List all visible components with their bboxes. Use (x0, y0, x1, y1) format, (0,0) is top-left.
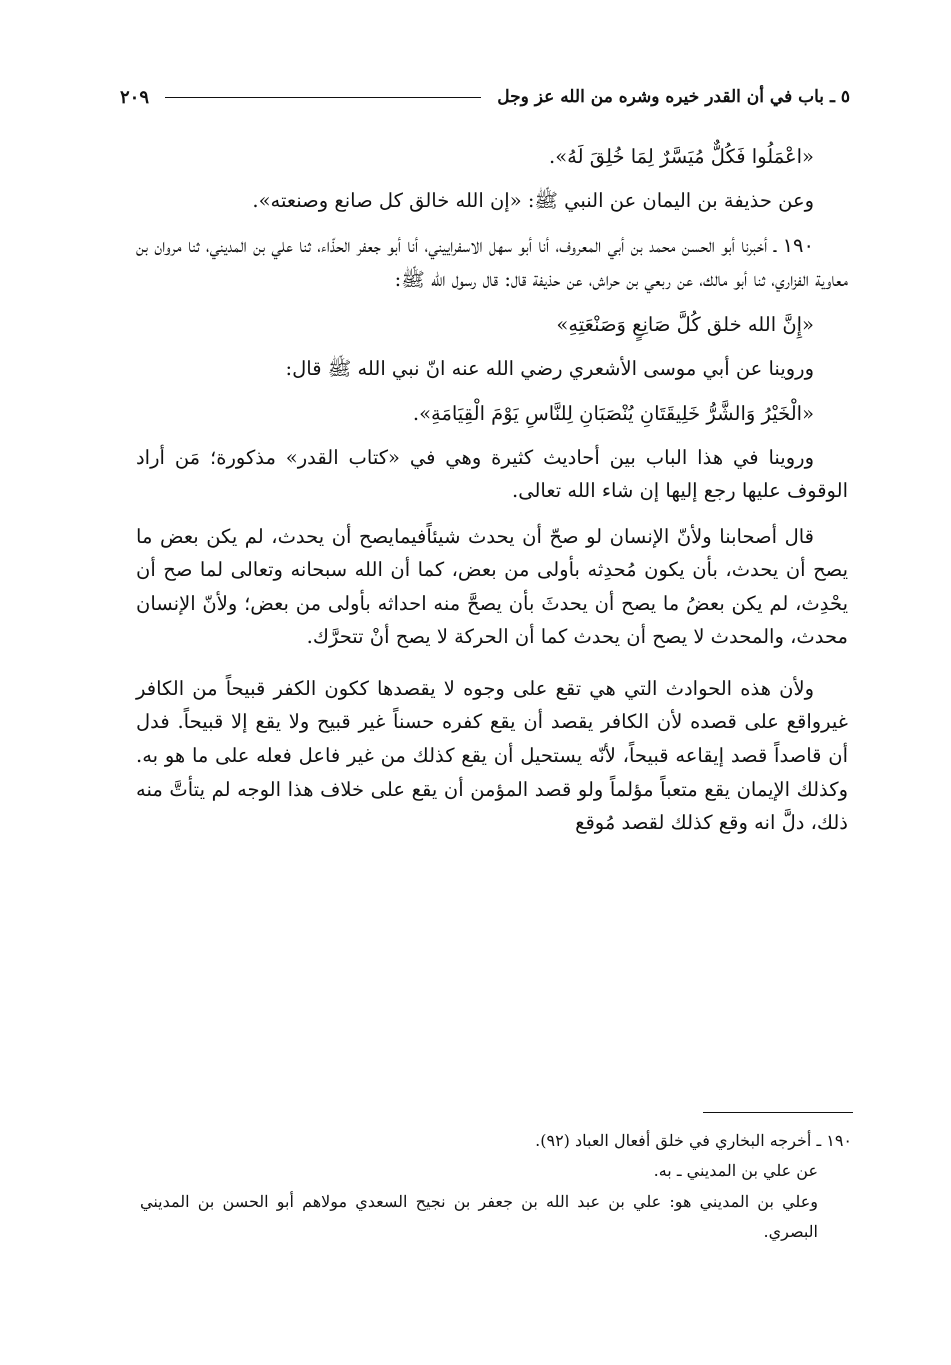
footnotes (140, 1126, 852, 1248)
footnote-line-3: وعلي بن المديني هو: علي بن عبد الله بن جعفر بن نجيح السعدي مولاهم أبو الحسن بن المديني البصري. (140, 1191, 818, 1242)
header-rule (165, 97, 481, 98)
paragraph-abu-musa: وروينا عن أبي موسى الأشعري رضي الله عنه انّ نبي الله ﷺ قال: (285, 356, 814, 380)
hadith-quote-3: «الْخَيْرُ وَالشَّرُّ خَلِيقَتَانِ يُنْصَبَانِ لِلنَّاسِ يَوْمَ الْقِيَامَةِ». (412, 402, 814, 426)
page-number: ٢٠٩ (120, 86, 150, 108)
footnote-190: ١٩٠ ـ أخرجه البخاري في خلق أفعال العباد (٩٢). (535, 1131, 852, 1150)
chapter-title: ٥ ـ باب في أن القدر خيره وشره من الله عز وجل (497, 87, 850, 107)
paragraph-kitab-qadar: وروينا في هذا الباب بين أحاديث كثيرة وهي في «كتاب القدر» مذكورة؛ مَن أراد الوقوف عليها رجع إليها إن شاء الله تعالى. (136, 445, 848, 503)
paragraph-argument-1: قال أصحابنا ولأنّ الإنسان لو صحّ أن يحدث شيئاًفيمايصح أن يحدث، لم يكن بعض ما يصح أن يحدث، بأن يكون مُحدِثه بأولى من بعض، كما أن الله سبحانه وتعالى لما صح أن يحْدِث، لم يكن بعضُ ما يصح أن يحدثَ بأن يصحَّ منه احداثه بأولى من بعض؛ ولأنّ الإنسان محدث، والمحدث لا يصح أن يحدث كما أن الحركة لا يصح أنْ تتحرَّك. (136, 524, 848, 649)
footnote-line-2: عن علي بن المديني ـ به. (653, 1161, 818, 1181)
footnote-rule (703, 1112, 853, 1113)
running-header (120, 80, 850, 114)
paragraph-isnad-190: ١٩٠ ـ أخبرنا أبو الحسن محمد بن أبي المعروف، أنا أبو سهل الاسفراييني، أنا أبو جعفر الحذّاء، ثنا علي بن المديني، ثنا مروان بن معاوية الفزاري، ثنا أبو مالك، عن ربعي بن حراش، عن حذيفة قال: قال رسول الله ﷺ: (136, 234, 848, 291)
paragraph-hudhayfa: وعن حذيفة بن اليمان عن النبي ﷺ: «إن الله خالق كل صانع وصنعته». (252, 188, 814, 212)
paragraph-argument-2: ولأن هذه الحوادث التي هي تقع على وجوه لا يقصدها ككون الكفر قبيحاً من الكافر غيرواقع على قصده لأن الكافر يقصد أن يقع كفره حسناً غير قبيح ولا يقع إلا قبيحاً. فدل أن قاصداً قصد إيقاعه قبيحاً، لأنّه يستحيل أن يقع كذلك من غير فاعل فعله على ما هو به. وكذلك الإيمان يقع متعباً مؤلماً ولو قصد المؤمن أن يقع على خلاف هذا الوجه لم يتأتَّ منه ذلك، دلَّ انه وقع كذلك لقصد مُوقع (136, 676, 848, 835)
main-text (136, 140, 848, 852)
hadith-quote-2: «إِنَّ الله خلق كُلَّ صَانِعٍ وَصَنْعَتِهِ» (556, 313, 814, 337)
hadith-quote-1: «اعْمَلُوا فَكُلٌّ مُيَسَّرٌ لِمَا خُلِقَ لَهُ». (549, 145, 814, 168)
